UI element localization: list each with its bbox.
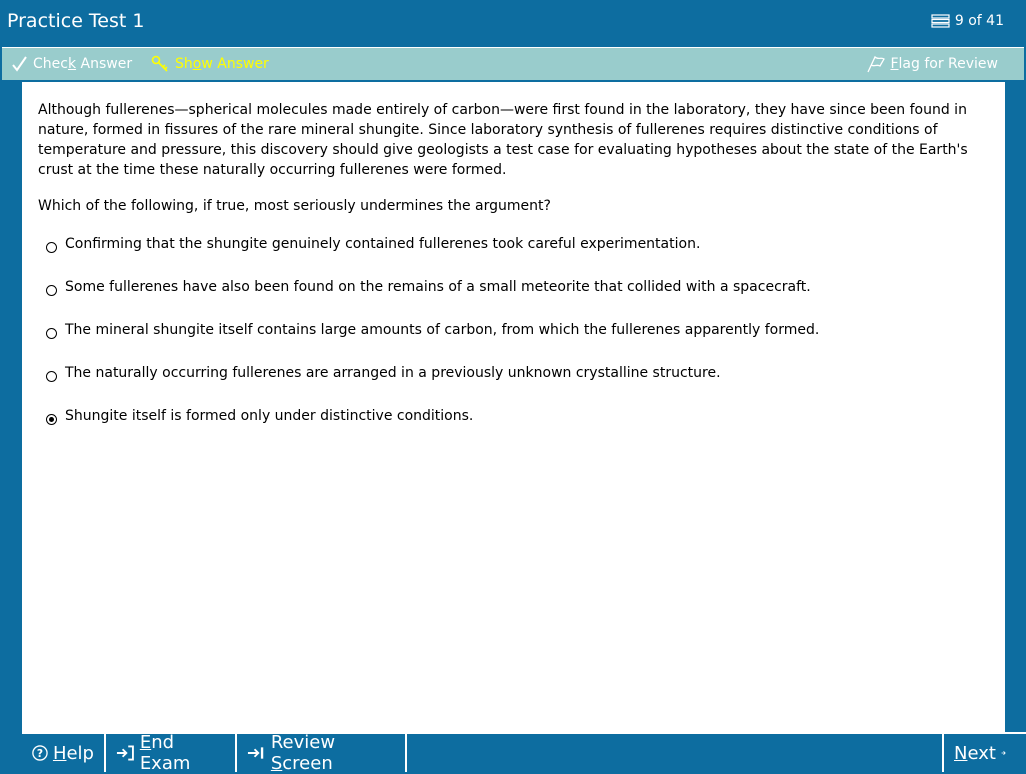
end-exam-label: End Exam — [139, 732, 191, 774]
show-answer-button[interactable] — [151, 55, 269, 73]
radio-button-e[interactable] — [46, 414, 57, 425]
app-title: Practice Test 1 — [7, 10, 145, 32]
answer-option-b[interactable] — [46, 279, 819, 322]
question-counter — [931, 13, 1004, 29]
check-answer-button[interactable] — [11, 55, 132, 73]
bottom-navigation-bar — [22, 732, 1026, 772]
answer-option-b-text: Some fullerenes have also been found on the remains of a small meteorite that collided with a spacecraft. — [65, 279, 811, 295]
answer-option-c-text: The mineral shungite itself contains large amounts of carbon, from which the fullerenes apparently formed. — [65, 322, 820, 338]
flag-icon — [866, 55, 886, 73]
counter-text: 9 of 41 — [954, 13, 1004, 29]
answer-option-e-text: Shungite itself is formed only under distinctive conditions. — [65, 408, 474, 424]
next-label: Next — [954, 742, 996, 764]
flag-for-review-label: Flag for Review — [890, 56, 998, 72]
radio-button-c[interactable] — [46, 328, 57, 339]
title-bar — [0, 0, 1026, 46]
question-panel — [22, 82, 1005, 732]
list-icon — [931, 14, 951, 28]
review-icon — [247, 744, 266, 762]
answer-options — [46, 236, 819, 451]
answer-option-a-text: Confirming that the shungite genuinely contained fullerenes took careful experimentation. — [65, 236, 701, 252]
help-icon — [32, 744, 48, 762]
answer-option-a[interactable] — [46, 236, 819, 279]
answer-option-c[interactable] — [46, 322, 819, 365]
key-icon — [151, 55, 171, 73]
radio-button-a[interactable] — [46, 242, 57, 253]
radio-button-d[interactable] — [46, 371, 57, 382]
answer-option-d[interactable] — [46, 365, 819, 408]
radio-button-b[interactable] — [46, 285, 57, 296]
svg-text:?: ? — [36, 746, 44, 760]
review-screen-button[interactable] — [237, 734, 407, 772]
check-answer-label: Check Answer — [33, 56, 133, 72]
check-pen-icon — [11, 55, 29, 73]
help-label: Help — [52, 742, 94, 764]
toolbar — [2, 47, 1024, 80]
flag-for-review-button[interactable] — [866, 55, 998, 73]
question-stem: Which of the following, if true, most seriously undermines the argument? — [38, 198, 551, 214]
arrow-right-icon — [1001, 744, 1006, 762]
question-passage: Although fullerenes—spherical molecules made entirely of carbon—were first found in the laboratory, they have since been found in nature, formed in fissures of the rare mineral shungite. Since laboratory synthesis of fullerenes requires distinctive conditions of temperature and pressure, this discovery should give geologists a test case for evaluating hypotheses about the state of the Earth's crust at the time these naturally occurring fullerenes were formed. — [38, 102, 968, 178]
answer-option-e[interactable] — [46, 408, 819, 451]
exit-icon — [116, 744, 135, 762]
help-button[interactable] — [22, 734, 106, 772]
next-button[interactable] — [942, 734, 1016, 772]
end-exam-button[interactable] — [106, 734, 237, 772]
answer-option-d-text: The naturally occurring fullerenes are arranged in a previously unknown crystalline structure. — [65, 365, 721, 381]
show-answer-label: Show Answer — [175, 56, 269, 72]
review-screen-label: Review Screen — [270, 732, 336, 774]
